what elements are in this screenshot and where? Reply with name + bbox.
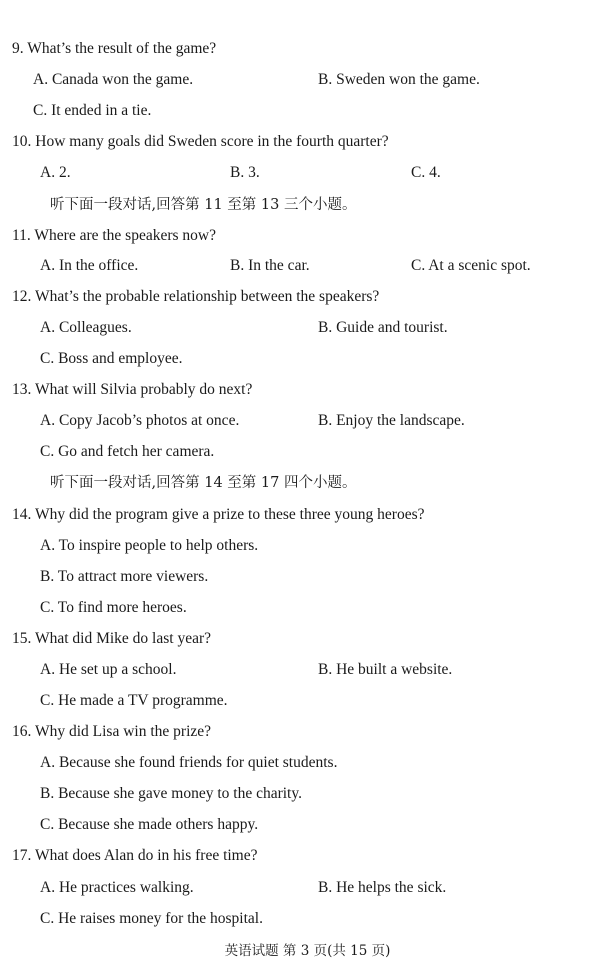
question-15-stem: 15. What did Mike do last year? (12, 630, 212, 647)
question-16-option-c: C. Because she made others happy. (40, 816, 259, 833)
section-instruction-11-13: 听下面一段对话,回答第 11 至第 13 三个小题。 (50, 197, 357, 213)
question-12-option-c: C. Boss and employee. (40, 350, 183, 367)
question-15-option-b: B. He built a website. (318, 661, 453, 678)
question-11-option-b: B. In the car. (230, 257, 310, 274)
question-17-stem: 17. What does Alan do in his free time? (12, 847, 258, 864)
question-11-option-c: C. At a scenic spot. (411, 257, 531, 274)
question-12-option-a: A. Colleagues. (40, 319, 132, 336)
question-10-stem: 10. How many goals did Sweden score in the fourth quarter? (12, 133, 389, 150)
question-14-option-b: B. To attract more viewers. (40, 568, 209, 585)
question-9-option-b: B. Sweden won the game. (318, 71, 480, 88)
question-14-option-c: C. To find more heroes. (40, 599, 187, 616)
question-13-option-a: A. Copy Jacob’s photos at once. (40, 412, 240, 429)
question-9-option-a: A. Canada won the game. (33, 71, 194, 88)
question-16-option-a: A. Because she found friends for quiet students. (40, 754, 338, 771)
question-13-option-b: B. Enjoy the landscape. (318, 412, 465, 429)
question-11-stem: 11. Where are the speakers now? (12, 227, 216, 244)
question-10-option-b: B. 3. (230, 164, 260, 181)
question-12-option-b: B. Guide and tourist. (318, 319, 448, 336)
question-15-option-a: A. He set up a school. (40, 661, 177, 678)
question-16-option-b: B. Because she gave money to the charity. (40, 785, 302, 802)
question-9-stem: 9. What’s the result of the game? (12, 40, 217, 57)
question-17-option-b: B. He helps the sick. (318, 879, 447, 896)
question-17-option-c: C. He raises money for the hospital. (40, 910, 263, 927)
section-instruction-14-17: 听下面一段对话,回答第 14 至第 17 四个小题。 (50, 475, 357, 491)
question-10-option-c: C. 4. (411, 164, 441, 181)
question-13-option-c: C. Go and fetch her camera. (40, 443, 215, 460)
question-15-option-c: C. He made a TV programme. (40, 692, 228, 709)
page-footer: 英语试题 第 3 页(共 15 页) (224, 943, 391, 959)
question-11-option-a: A. In the office. (40, 257, 139, 274)
question-13-stem: 13. What will Silvia probably do next? (12, 381, 253, 398)
question-16-stem: 16. Why did Lisa win the prize? (12, 723, 212, 740)
question-14-option-a: A. To inspire people to help others. (40, 537, 259, 554)
question-12-stem: 12. What’s the probable relationship between the speakers? (12, 288, 380, 305)
question-14-stem: 14. Why did the program give a prize to these three young heroes? (12, 506, 425, 523)
question-10-option-a: A. 2. (40, 164, 71, 181)
question-17-option-a: A. He practices walking. (40, 879, 194, 896)
question-9-option-c: C. It ended in a tie. (33, 102, 152, 119)
